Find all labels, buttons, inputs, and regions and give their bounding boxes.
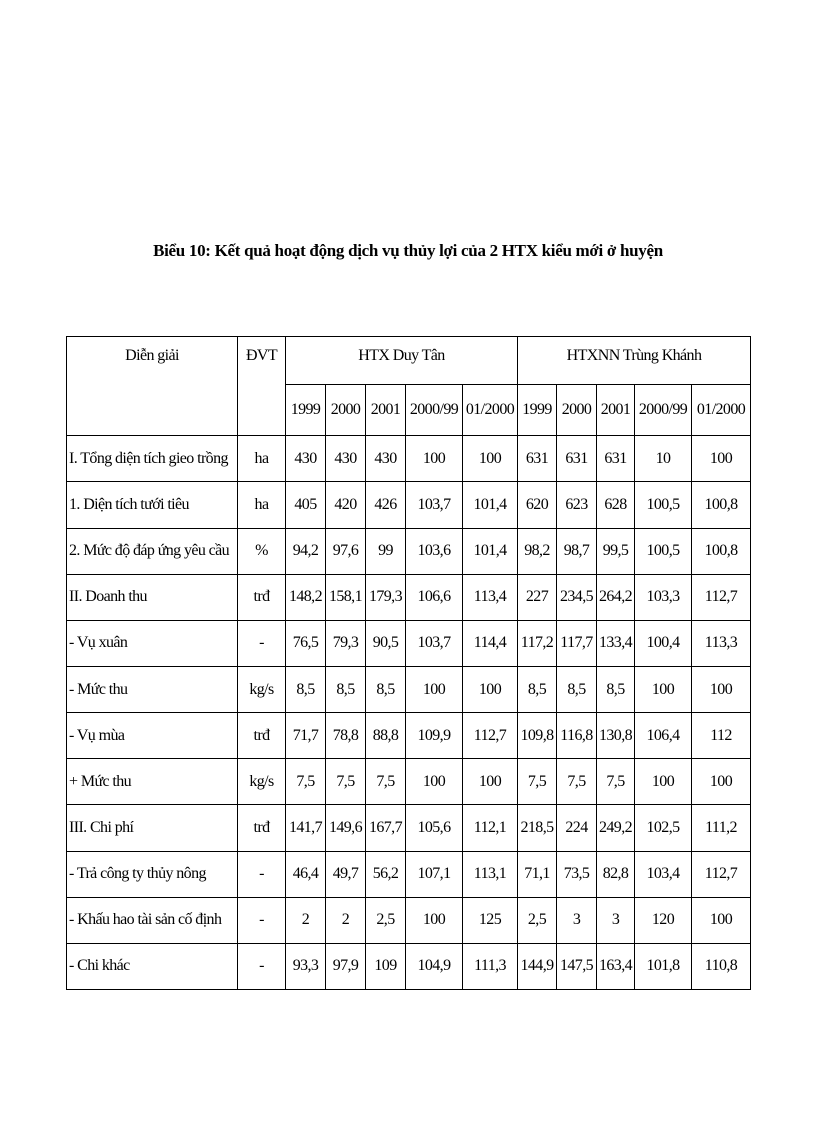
row-value: 8,5 [286,667,326,713]
row-value: 7,5 [557,759,597,805]
row-value: 130,8 [597,713,635,759]
row-value: 100 [406,667,463,713]
row-value: 103,3 [635,574,692,620]
row-unit: ha [238,436,286,482]
row-value: 7,5 [286,759,326,805]
header-group-duy-tan: HTX Duy Tân [286,337,518,385]
row-unit: - [238,851,286,897]
row-value: 430 [286,436,326,482]
row-value: 100 [635,667,692,713]
table-row [67,851,751,897]
row-value: 94,2 [286,528,326,574]
table-row [67,620,751,666]
table-body [67,436,751,990]
row-value: 3 [557,897,597,943]
row-unit: - [238,620,286,666]
header-year-cell: 1999 [518,385,557,436]
row-value: 102,5 [635,805,692,851]
row-value: 405 [286,482,326,528]
row-value: 111,2 [692,805,751,851]
row-value: 112,7 [692,851,751,897]
row-value: 149,6 [326,805,366,851]
row-value: 100,8 [692,482,751,528]
row-unit: - [238,897,286,943]
row-value: 100 [463,759,518,805]
row-label: - Khấu hao tài sản cố định [67,897,238,943]
row-value: 133,4 [597,620,635,666]
row-value: 79,3 [326,620,366,666]
row-value: 141,7 [286,805,326,851]
row-value: 167,7 [366,805,406,851]
table-row [67,574,751,620]
row-value: 224 [557,805,597,851]
table-row [67,897,751,943]
row-unit: trđ [238,805,286,851]
header-year-cell: 2001 [366,385,406,436]
row-value: 100 [463,667,518,713]
row-value: 125 [463,897,518,943]
row-value: 109 [366,943,406,989]
row-value: 430 [366,436,406,482]
row-value: 2 [286,897,326,943]
row-unit: % [238,528,286,574]
row-value: 97,9 [326,943,366,989]
row-value: 97,6 [326,528,366,574]
row-value: 113,3 [692,620,751,666]
document-title: Biểu 10: Kết quả hoạt động dịch vụ thủy lợi của 2 HTX kiểu mới ở huyện [153,241,663,260]
row-value: 113,4 [463,574,518,620]
table-row [67,713,751,759]
row-value: 631 [597,436,635,482]
row-value: 218,5 [518,805,557,851]
row-value: 2 [326,897,366,943]
row-value: 114,4 [463,620,518,666]
row-value: 101,4 [463,482,518,528]
row-value: 112,7 [692,574,751,620]
row-value: 109,9 [406,713,463,759]
row-value: 100 [692,897,751,943]
row-value: 234,5 [557,574,597,620]
header-row-groups [67,337,751,385]
row-value: 116,8 [557,713,597,759]
row-value: 112,7 [463,713,518,759]
header-year-cell: 1999 [286,385,326,436]
row-value: 93,3 [286,943,326,989]
row-value: 7,5 [366,759,406,805]
row-value: 631 [518,436,557,482]
row-value: 147,5 [557,943,597,989]
row-value: 103,4 [635,851,692,897]
row-value: 620 [518,482,557,528]
row-value: 76,5 [286,620,326,666]
row-value: 8,5 [366,667,406,713]
row-value: 46,4 [286,851,326,897]
row-value: 8,5 [557,667,597,713]
header-year-cell: 2000 [557,385,597,436]
row-value: 49,7 [326,851,366,897]
row-unit: trđ [238,713,286,759]
row-label: I. Tổng diện tích gieo trồng [67,436,238,482]
header-year-cell: 2000/99 [406,385,463,436]
row-value: 101,4 [463,528,518,574]
table-row [67,759,751,805]
row-value: 112,1 [463,805,518,851]
header-year-cell: 2001 [597,385,635,436]
row-value: 100 [692,436,751,482]
row-value: 8,5 [326,667,366,713]
irrigation-results-table [66,336,751,990]
row-value: 106,6 [406,574,463,620]
row-value: 631 [557,436,597,482]
row-value: 8,5 [518,667,557,713]
row-value: 227 [518,574,557,620]
row-value: 117,2 [518,620,557,666]
row-unit: ha [238,482,286,528]
row-value: 100 [692,667,751,713]
row-unit: kg/s [238,667,286,713]
row-value: 99,5 [597,528,635,574]
table-row [67,667,751,713]
row-value: 99 [366,528,406,574]
table-row [67,436,751,482]
row-value: 82,8 [597,851,635,897]
header-year-cell: 01/2000 [692,385,751,436]
row-label: - Trả công ty thủy nông [67,851,238,897]
row-value: 426 [366,482,406,528]
row-label: - Mức thu [67,667,238,713]
row-value: 120 [635,897,692,943]
row-value: 7,5 [597,759,635,805]
row-value: 117,7 [557,620,597,666]
row-value: 100 [406,759,463,805]
row-value: 7,5 [326,759,366,805]
row-value: 98,2 [518,528,557,574]
row-value: 112 [692,713,751,759]
row-value: 100,5 [635,482,692,528]
row-value: 103,6 [406,528,463,574]
row-value: 73,5 [557,851,597,897]
row-label: II. Doanh thu [67,574,238,620]
row-value: 420 [326,482,366,528]
row-value: 628 [597,482,635,528]
row-value: 100 [406,436,463,482]
row-value: 2,5 [366,897,406,943]
row-value: 163,4 [597,943,635,989]
header-unit: ĐVT [238,337,286,436]
row-value: 179,3 [366,574,406,620]
row-label: III. Chi phí [67,805,238,851]
row-value: 8,5 [597,667,635,713]
row-value: 100 [406,897,463,943]
row-value: 100 [463,436,518,482]
header-description: Diễn giải [67,337,238,436]
row-value: 104,9 [406,943,463,989]
row-label: - Vụ xuân [67,620,238,666]
row-value: 3 [597,897,635,943]
row-value: 7,5 [518,759,557,805]
row-label: - Chi khác [67,943,238,989]
row-value: 90,5 [366,620,406,666]
header-year-cell: 2000 [326,385,366,436]
row-value: 100,8 [692,528,751,574]
header-group-trung-khanh: HTXNN Trùng Khánh [518,337,751,385]
row-value: 71,7 [286,713,326,759]
row-label: 2. Mức độ đáp ứng yêu cầu [67,528,238,574]
row-value: 101,8 [635,943,692,989]
row-value: 100,4 [635,620,692,666]
row-value: 71,1 [518,851,557,897]
row-label: - Vụ mùa [67,713,238,759]
row-unit: - [238,943,286,989]
row-value: 100 [635,759,692,805]
row-value: 430 [326,436,366,482]
row-value: 98,7 [557,528,597,574]
row-value: 158,1 [326,574,366,620]
header-year-cell: 01/2000 [463,385,518,436]
row-value: 100 [692,759,751,805]
table-row [67,528,751,574]
row-value: 144,9 [518,943,557,989]
row-value: 103,7 [406,482,463,528]
row-label: 1. Diện tích tưới tiêu [67,482,238,528]
row-value: 623 [557,482,597,528]
row-unit: trđ [238,574,286,620]
row-value: 78,8 [326,713,366,759]
row-value: 10 [635,436,692,482]
row-value: 2,5 [518,897,557,943]
row-value: 105,6 [406,805,463,851]
row-value: 56,2 [366,851,406,897]
row-value: 103,7 [406,620,463,666]
row-value: 111,3 [463,943,518,989]
row-label: + Mức thu [67,759,238,805]
row-value: 148,2 [286,574,326,620]
row-value: 100,5 [635,528,692,574]
row-value: 88,8 [366,713,406,759]
row-value: 109,8 [518,713,557,759]
table-row [67,482,751,528]
table-row [67,805,751,851]
table-row [67,943,751,989]
row-value: 249,2 [597,805,635,851]
row-value: 113,1 [463,851,518,897]
row-value: 106,4 [635,713,692,759]
header-year-cell: 2000/99 [635,385,692,436]
row-value: 107,1 [406,851,463,897]
row-value: 264,2 [597,574,635,620]
row-unit: kg/s [238,759,286,805]
row-value: 110,8 [692,943,751,989]
